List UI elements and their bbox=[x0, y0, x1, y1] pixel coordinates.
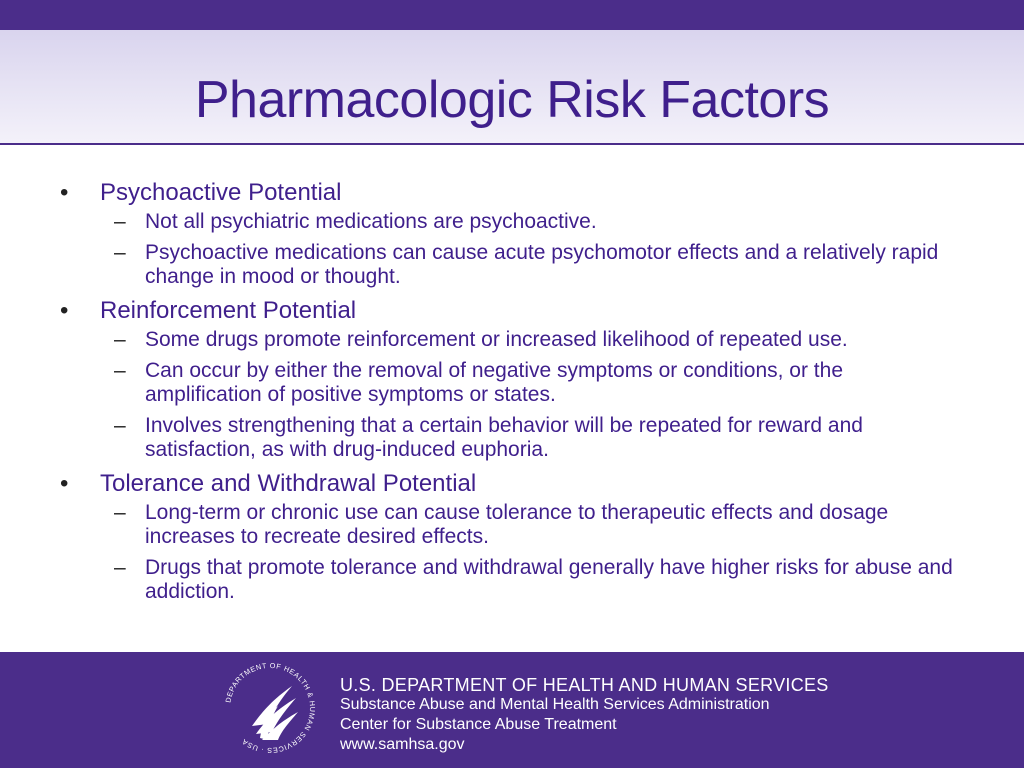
page-title: Pharmacologic Risk Factors bbox=[194, 71, 830, 129]
top-bar bbox=[0, 0, 1024, 30]
footer-text bbox=[340, 675, 829, 755]
dash-icon: – bbox=[114, 328, 126, 351]
sub-item-text: Long-term or chronic use can cause tolerance to therapeutic effects and dosage increases to recreate desired effects. bbox=[145, 501, 889, 548]
sub-item bbox=[0, 414, 965, 462]
bullet-label: Reinforcement Potential bbox=[100, 297, 357, 324]
svg-text:DEPARTMENT OF HEALTH & HUMAN S: DEPARTMENT OF HEALTH & HUMAN SERVICES · USA bbox=[223, 660, 318, 756]
sub-item-text: Can occur by either the removal of negative symptoms or conditions, or the amplification of positive symptoms or states. bbox=[145, 359, 844, 406]
sub-item bbox=[0, 359, 965, 407]
bullet-dot-icon: • bbox=[60, 179, 69, 206]
bullet-reinforcement bbox=[0, 296, 1024, 462]
sub-item-text: Psychoactive medications can cause acute psychomotor effects and a relatively rapid change in mood or thought. bbox=[145, 241, 939, 288]
bullet-dot-icon: • bbox=[60, 297, 69, 324]
dash-icon: – bbox=[114, 556, 126, 579]
dash-icon: – bbox=[114, 501, 126, 524]
dash-icon: – bbox=[114, 359, 126, 382]
sub-item bbox=[0, 210, 965, 234]
bullet-dot-icon: • bbox=[60, 470, 69, 497]
sub-list bbox=[0, 210, 1024, 289]
sub-item bbox=[0, 556, 965, 604]
sub-list bbox=[0, 501, 1024, 604]
sub-item-text: Not all psychiatric medications are psychoactive. bbox=[145, 210, 597, 233]
sub-item bbox=[0, 328, 965, 352]
sub-item bbox=[0, 501, 965, 549]
agency-name: Substance Abuse and Mental Health Services Administration bbox=[340, 696, 770, 713]
bullet-tolerance-withdrawal bbox=[0, 469, 1024, 604]
sub-item bbox=[0, 241, 965, 289]
center-name: Center for Substance Abuse Treatment bbox=[340, 716, 617, 733]
bullet-psychoactive bbox=[0, 178, 1024, 289]
sub-item-text: Drugs that promote tolerance and withdrawal generally have higher risks for abuse and addiction. bbox=[145, 556, 953, 603]
sub-item-text: Involves strengthening that a certain behavior will be repeated for reward and satisfaction, as with drug-induced euphoria. bbox=[145, 414, 863, 461]
hhs-eagle-seal-icon bbox=[222, 660, 318, 756]
dash-icon: – bbox=[114, 414, 126, 437]
department-name: U.S. DEPARTMENT OF HEALTH AND HUMAN SERVICES bbox=[340, 675, 829, 695]
title-divider bbox=[0, 143, 1024, 145]
dash-icon: – bbox=[114, 210, 126, 233]
sub-list bbox=[0, 328, 1024, 462]
bullet-label: Tolerance and Withdrawal Potential bbox=[100, 470, 477, 497]
sub-item-text: Some drugs promote reinforcement or increased likelihood of repeated use. bbox=[145, 328, 848, 351]
bullet-label: Psychoactive Potential bbox=[100, 179, 342, 206]
bullet-list bbox=[0, 178, 1024, 611]
website-link[interactable]: www.samhsa.gov bbox=[340, 736, 465, 753]
dash-icon: – bbox=[114, 241, 126, 264]
